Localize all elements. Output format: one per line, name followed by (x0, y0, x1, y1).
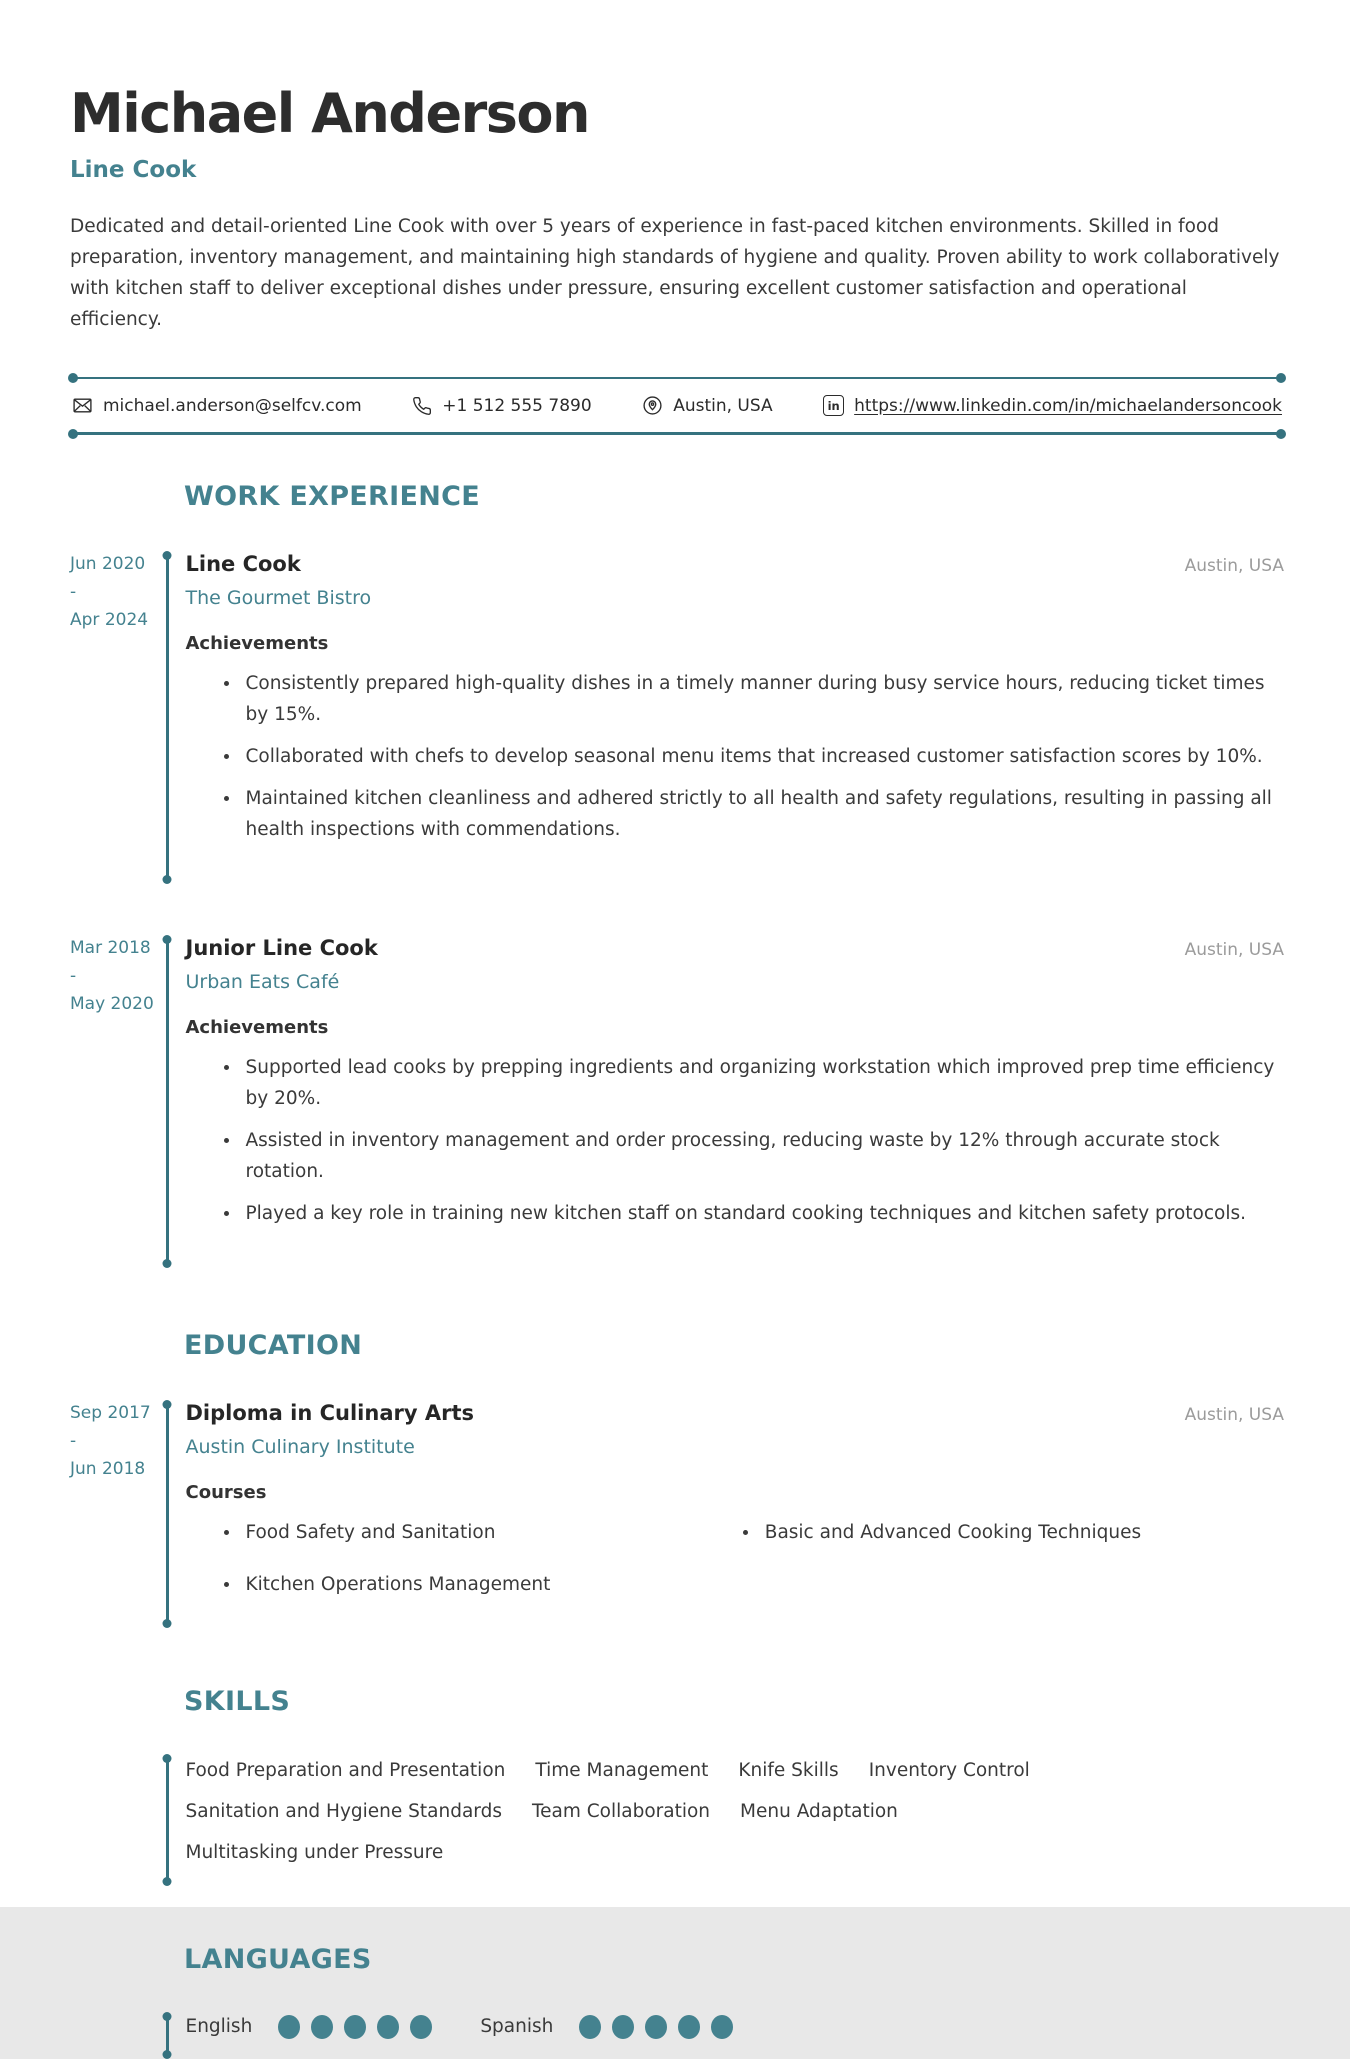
entry-location: Austin, USA (1184, 1404, 1284, 1425)
work-entry (70, 936, 1284, 1266)
achievement-item: Consistently prepared high-quality dishes in a timely manner during busy service hours, reducing ticket times by 15%. (246, 668, 1285, 730)
level-dot (678, 2015, 700, 2039)
contact-divider-top (70, 377, 1284, 380)
timeline-rail (166, 552, 169, 882)
location-text: Austin, USA (673, 395, 773, 416)
linkedin-link[interactable]: https://www.linkedin.com/in/michaelandersoncook (854, 395, 1282, 416)
achievements-list (186, 668, 1285, 845)
contact-bar (70, 379, 1284, 432)
education-heading: EDUCATION (184, 1329, 363, 1361)
skill-item: Multitasking under Pressure (185, 1841, 444, 1863)
entry-company: The Gourmet Bistro (185, 586, 372, 609)
skills-block (70, 1755, 1284, 1884)
level-dot (410, 2015, 432, 2039)
timeline-rail (166, 936, 169, 1266)
courses-list (186, 1517, 1285, 1600)
entry-dates (70, 936, 166, 1266)
language-item (480, 2015, 733, 2039)
entry-title: Junior Line Cook (185, 935, 378, 960)
contact-location (642, 395, 772, 416)
date-separator: - (70, 581, 77, 602)
date-end: Jun 2018 (70, 1458, 146, 1479)
entry-title-row (186, 936, 1285, 960)
envelope-icon (72, 395, 93, 416)
linkedin-icon-glyph: in (827, 398, 840, 413)
level-dot (579, 2015, 601, 2039)
achievements-label: Achievements (185, 1016, 329, 1038)
school-name: Austin Culinary Institute (185, 1435, 415, 1458)
phone-icon (412, 396, 432, 416)
entry-title: Line Cook (185, 551, 301, 576)
achievements-label: Achievements (185, 632, 329, 654)
skill-item: Team Collaboration (531, 1800, 711, 1822)
date-start: Jun 2020 (70, 553, 146, 574)
skills-heading: SKILLS (184, 1685, 291, 1717)
phone-text: +1 512 555 7890 (442, 395, 592, 416)
date-end: May 2020 (70, 993, 154, 1014)
achievements-list (186, 1052, 1285, 1229)
date-start: Mar 2018 (70, 937, 151, 958)
linkedin-icon (823, 395, 844, 416)
person-name: Michael Anderson (70, 82, 589, 145)
skill-item: Sanitation and Hygiene Standards (185, 1800, 502, 1822)
date-end: Apr 2024 (70, 609, 149, 630)
section-work-experience (70, 481, 1284, 1266)
section-skills (70, 1686, 1284, 1884)
section-education (70, 1330, 1284, 1626)
skill-item: Knife Skills (738, 1759, 839, 1781)
language-level-dots (278, 2015, 432, 2039)
level-dot (645, 2015, 667, 2039)
course-item: Kitchen Operations Management (246, 1569, 765, 1600)
language-level-dots (579, 2015, 733, 2039)
entry-company: Urban Eats Café (185, 970, 340, 993)
summary-text: Dedicated and detail-oriented Line Cook with over 5 years of experience in fast-paced kitchen environments. Skilled in food preparation, inventory management, and maintaining high standards of hygiene and quality. Proven ability to work collaboratively with kitchen staff to deliver exceptional dishes under pressure, ensuring excellent customer satisfaction and operational efficiency. (70, 215, 1280, 330)
skill-item: Menu Adaptation (740, 1800, 898, 1822)
email-text: michael.anderson@selfcv.com (103, 395, 362, 416)
skill-item: Food Preparation and Presentation (185, 1759, 506, 1781)
skills-list (186, 1755, 1136, 1868)
location-pin-icon (642, 395, 663, 416)
education-entry (70, 1401, 1284, 1626)
language-name: English (185, 2016, 253, 2038)
level-dot (344, 2015, 366, 2039)
date-separator: - (70, 1430, 77, 1451)
work-experience-heading: WORK EXPERIENCE (184, 480, 480, 512)
skill-item: Inventory Control (868, 1759, 1030, 1781)
degree-title: Diploma in Culinary Arts (185, 1400, 474, 1425)
entry-dates (70, 1401, 166, 1626)
skills-body (169, 1755, 1285, 1884)
entry-title-row (186, 552, 1285, 576)
contact-email (72, 395, 362, 416)
languages-block (70, 2013, 1284, 2057)
contact-linkedin (823, 395, 1282, 416)
entry-location: Austin, USA (1184, 555, 1284, 576)
languages-list (186, 2013, 1285, 2041)
level-dot (377, 2015, 399, 2039)
achievement-item: Played a key role in training new kitchen staff on standard cooking techniques and kitchen safety protocols. (246, 1198, 1285, 1229)
work-entry (70, 552, 1284, 882)
timeline-rail (166, 1755, 169, 1884)
entry-title-row (186, 1401, 1285, 1425)
date-separator: - (70, 965, 77, 986)
contact-divider-bottom (70, 432, 1284, 435)
level-dot (711, 2015, 733, 2039)
timeline-rail (166, 1401, 169, 1626)
language-item (186, 2015, 433, 2039)
achievement-item: Maintained kitchen cleanliness and adhered strictly to all health and safety regulations, resulting in passing all health inspections with commendations. (246, 783, 1285, 845)
language-name: Spanish (480, 2016, 554, 2038)
entry-location: Austin, USA (1184, 939, 1284, 960)
languages-left-spacer (70, 2013, 166, 2057)
section-languages (70, 1944, 1284, 2057)
course-item: Food Safety and Sanitation (246, 1517, 765, 1548)
level-dot (311, 2015, 333, 2039)
job-title: Line Cook (70, 156, 197, 183)
entry-body (169, 552, 1285, 882)
languages-heading: LANGUAGES (184, 1943, 372, 1975)
entry-body (169, 936, 1285, 1266)
achievement-item: Supported lead cooks by prepping ingredients and organizing workstation which improved prep time efficiency by 20%. (246, 1052, 1285, 1114)
skill-item: Time Management (535, 1759, 709, 1781)
courses-label: Courses (185, 1481, 267, 1503)
entry-dates (70, 552, 166, 882)
level-dot (612, 2015, 634, 2039)
achievement-item: Collaborated with chefs to develop seasonal menu items that increased customer satisfaction scores by 10%. (246, 741, 1285, 772)
contact-phone (412, 396, 591, 416)
achievement-item: Assisted in inventory management and order processing, reducing waste by 12% through accurate stock rotation. (246, 1125, 1285, 1187)
timeline-rail (166, 2013, 169, 2057)
resume-header (70, 82, 1284, 335)
date-start: Sep 2017 (70, 1402, 151, 1423)
skills-left-spacer (70, 1755, 166, 1884)
course-item: Basic and Advanced Cooking Techniques (765, 1517, 1284, 1548)
entry-body (169, 1401, 1285, 1626)
languages-body (169, 2013, 1285, 2057)
level-dot (278, 2015, 300, 2039)
